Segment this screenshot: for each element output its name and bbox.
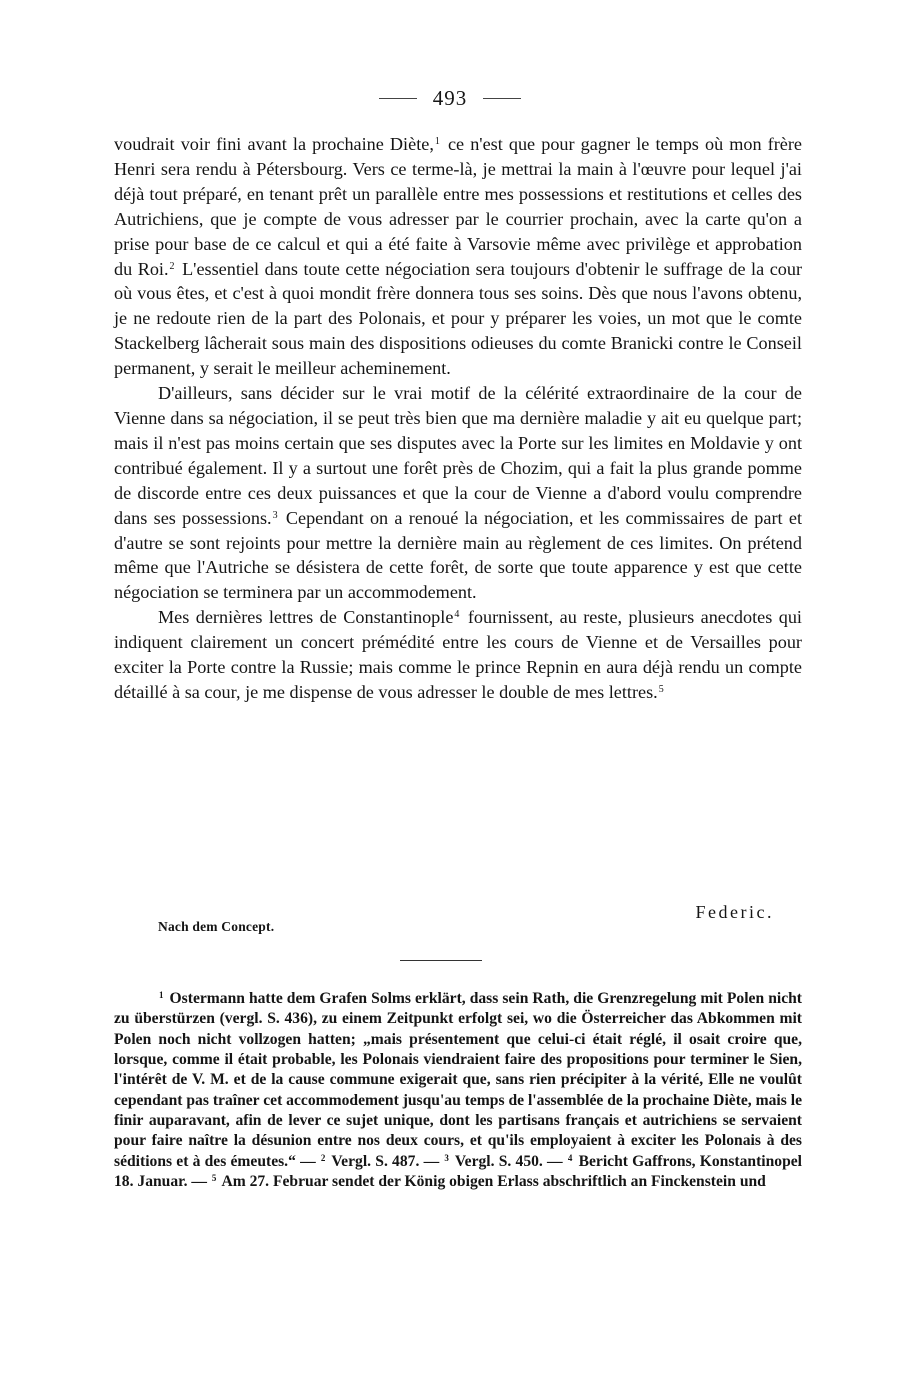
signature: Federic. [695,902,774,922]
footnote-mark-5: 5 [211,1173,217,1184]
letter-body [114,132,802,705]
footnote-2-text: Vergl. S. 487. — [327,1152,444,1170]
header-rule-right [483,98,521,99]
paragraph-1 [114,132,802,381]
footnote-4-text: Bericht Gaffrons, Konstantinopel 18. Januar. — [114,1152,803,1191]
footnote-mark-4: 4 [567,1152,573,1163]
letter-closing [114,902,802,942]
paragraph-2-text-b: Cependant on a renoué la négociation, et les commissaires de part et d'autre se sont rejoints pour mettre la dernière main au règlement de ces limites. On prétend même que l'Autriche se désistera de cette forêt, de sorte que toute apparence y est que cette négociation se terminera par un accommodement. [114,507,802,603]
footnote-mark-1: 1 [159,990,164,1000]
footnote-ref-3: 3 [272,509,278,521]
paragraph-3-text-b: fournissent, au reste, plusieurs anecdotes qui indiquent clairement un concert prémédité entre les cours de Vienne et de Versailles pour exciter la Porte contre la Russie; mais comme le prince Repnin en aura déjà rendu un compte détaillé à sa cour, je me dispense de vous adresser le double de mes lettres. [114,607,802,702]
footnote-ref-1: 1 [434,136,440,147]
footnotes [114,989,802,1192]
footnote-mark-3: 3 [444,1152,449,1163]
footnote-5-text: Am 27. Februar sendet der König obigen Erlass abschriftlich an Finckenstein und [218,1173,766,1191]
paragraph-3 [114,605,802,705]
footnote-ref-5: 5 [658,683,664,695]
paragraph-1-text-a: voudrait voir fini avant la prochaine Diète, [114,134,434,154]
paragraph-3-text-a: Mes dernières lettres de Constantinople [158,607,454,628]
footnote-block [114,989,802,1192]
footnote-mark-2: 2 [320,1152,326,1163]
paragraph-1-text-c: L'essentiel dans toute cette négociation sera toujours d'obtenir le suffrage de la cour où vous êtes, et c'est à quoi mondit frère donnera tous ses soins. Dès que nous l'avons obtenu, je ne redoute rien de la part des Polonais, et pour y préparer les voies, un mot que le comte Stackelberg lâcherait sous main des dispositions odieuses du comte Branicki contre le Conseil permanent, y serait le meilleur acheminement. [114,258,803,379]
footnote-divider [400,960,482,961]
footnote-1-text: Ostermann hatte dem Grafen Solms erklärt, dass sein Rath, die Grenzregelung mit Polen nicht zu überstürzen (vergl. S. 436), zu einem Zeitpunkt erfolgt sei, wo die Österreicher das Abkommen mit Polen noch nicht vollzogen hatten; „mais présentement que celui-ci était réglé, il osait croire que, lorsque, comme il était probable, les Polonais viendraient faire des propositions pour terminer le Sien, l'intérêt de V. M. et de la cause commune exigerait que, sans rien précipiter à la vérité, Elle ne voulût cependant pas traîner cet accommodement jusqu'au temps de l'assemblée de la prochaine Diète, mais le finir auparavant, afin de lever ce sujet unique, dont les partisans français et autrichiens se servaient pour faire naître la désunion entre nos deux cours, et qu'ils employaient à exciter les Polonais à des séditions et à des émeutes.“ — [114,990,802,1170]
footnote-3-text: Vergl. S. 450. — [450,1152,567,1170]
footnote-ref-2: 2 [169,260,175,272]
footnote-ref-4: 4 [454,609,460,621]
paragraph-2 [114,381,802,605]
page-number: 493 [432,86,468,110]
paragraph-2-text-a: D'ailleurs, sans décider sur le vrai motif de la célérité extraordinaire de la cour de Vienne dans sa négociation, il se peut très bien que ma dernière maladie y ait eu quelque part; mais il n'est pas moins certain que ses disputes avec la Porte sur les limites en Moldavie y ont contribué également. Il y a surtout une forêt près de Chozim, qui a fait la plus grande pomme de discorde entre ces deux puissances et que la cour de Vienne a d'abord voulu comprendre dans ses possessions. [114,383,802,528]
source-note: Nach dem Concept. [158,919,275,934]
page-header [0,86,900,111]
paragraph-1-text-b: ce n'est que pour gagner le temps où mon frère Henri sera rendu à Pétersbourg. Vers ce terme-là, je mettrai la main à l'œuvre pour lequel j'ai déjà tout préparé, en tenant prêt un parallèle entre mes possessions et restitutions et celles des Autrichiens, que je compte de vous adresser par le courrier prochain, avec la carte qu'on a prise pour base de ce calcul et qui a été faite à Varsovie même avec privilège et approbation du Roi. [114,134,802,279]
header-rule-left [379,98,417,99]
